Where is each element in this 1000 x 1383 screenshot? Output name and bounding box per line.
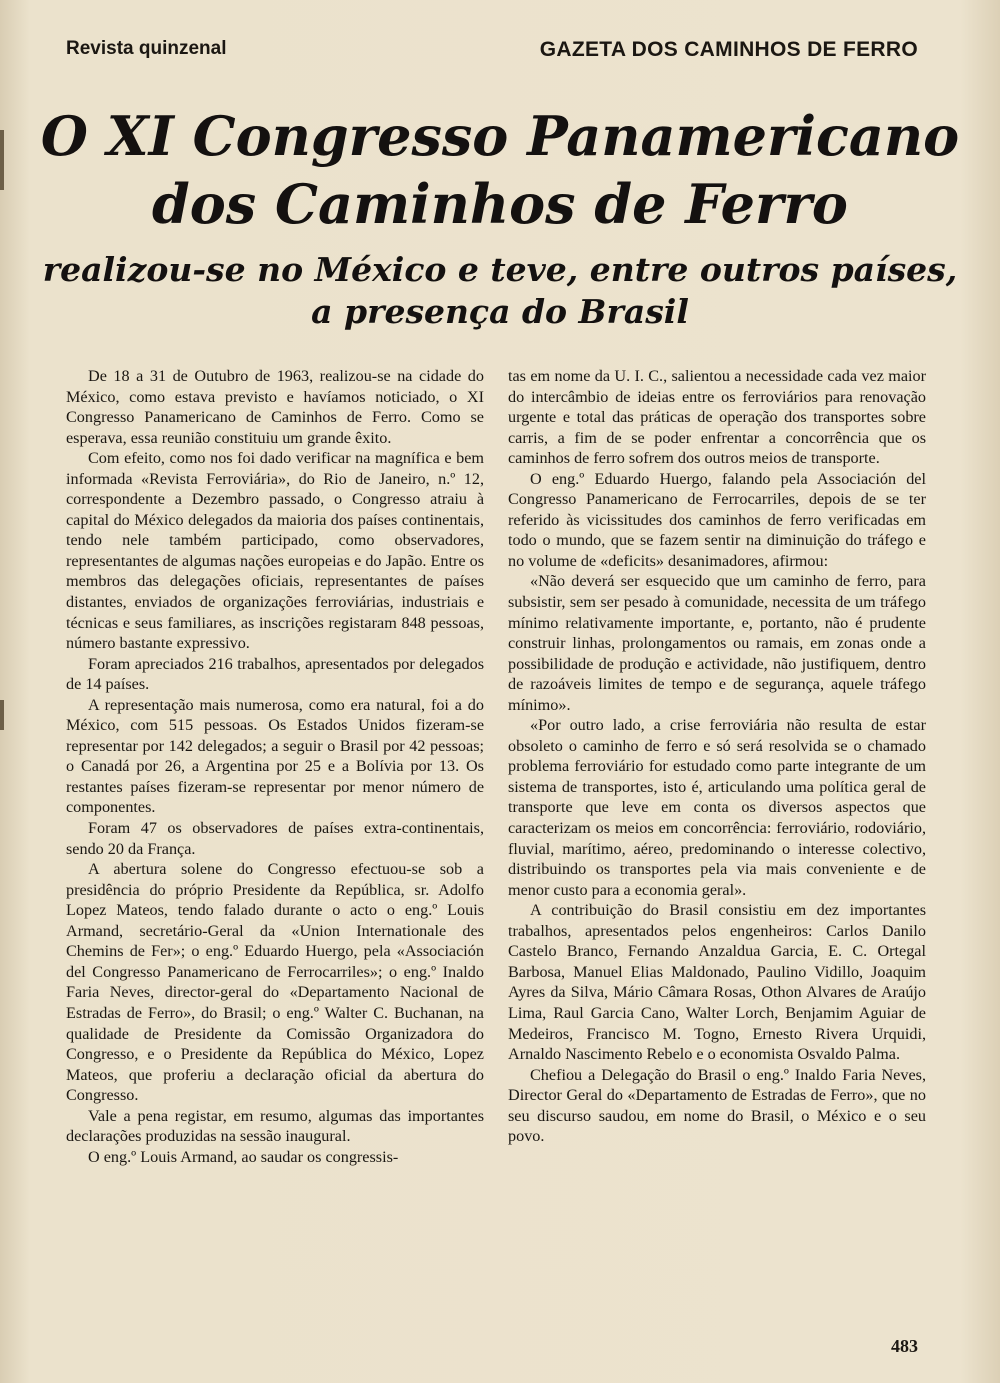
paragraph: Chefiou a Delegação do Brasil o eng.º Inaldo Faria Neves, Director Geral do «Departamento de Estradas de Ferro», que no seu discurso saudou, em nome do Brasil, o México e o seu povo. bbox=[508, 1065, 926, 1146]
article-column-left bbox=[66, 366, 484, 1167]
paragraph: A representação mais numerosa, como era natural, foi a do México, com 515 pessoas. Os Estados Unidos fizeram-se representar por 142 delegados; a seguir o Brasil por 42 pessoas; o Canadá por 26, a Argentina por 25 e a Bolívia por 13. Os restantes países fizeram-se representar por menor número de componentes. bbox=[66, 695, 484, 817]
paragraph: De 18 a 31 de Outubro de 1963, realizou-se na cidade do México, como estava previsto e havíamos noticiado, o XI Congresso Panamericano de Caminhos de Ferro. Como se esperava, essa reunião constituiu um grande êxito. bbox=[66, 367, 484, 447]
page-edge-mark bbox=[0, 130, 4, 190]
article-subtitle-line-2: a presença do Brasil bbox=[311, 292, 689, 331]
article-title-line-1: O XI Congresso Panamericano bbox=[40, 104, 960, 168]
paragraph: Foram apreciados 216 trabalhos, apresentados por delegados de 14 países. bbox=[66, 654, 484, 694]
article-column-right bbox=[508, 366, 926, 1147]
paragraph: Foram 47 os observadores de países extra-continentais, sendo 20 da França. bbox=[66, 819, 484, 858]
article-subtitle-line-1: realizou-se no México e teve, entre outros países, bbox=[42, 250, 958, 289]
paragraph: A abertura solene do Congresso efectuou-se sob a presidência do próprio Presidente da República, sr. Adolfo Lopez Mateos, tendo falado durante o acto o eng.º Louis Armand, secretário-Geral da «Union Internationale des Chemins de Fer»; o eng.º Eduardo Huergo, pela «Associación del Congresso Panamericano de Ferrocarriles»; o eng.º Inaldo Faria Neves, director-geral do «Departamento Nacional de Estradas de Ferro», do Brasil; o eng.º Walter C. Buchanan, na qualidade de Presidente da Comissão Organizadora do Congresso, e o Presidente da República do México, Lopez Mateos, que proferiu a declaração oficial da abertura do Congresso. bbox=[66, 860, 484, 1105]
paragraph: Vale a pena registar, em resumo, algumas das importantes declarações produzidas na sessão inaugural. bbox=[66, 1106, 484, 1146]
paragraph: O eng.º Louis Armand, ao saudar os congressis- bbox=[88, 1147, 399, 1166]
paragraph: «Por outro lado, a crise ferroviária não resulta de estar obsoleto o caminho de ferro e só será resolvida se o chamado problema ferroviário for estudado como parte integrante de um sistema de transportes, isto é, articulando uma política geral de transporte que leve em conta os diversos aspectos que caracterizam os meios em concorrência: ferroviário, rodoviário, fluvial, marítimo, aéreo, predominando o interesse colectivo, distribuindo os transportes pela via mais conveniente e de menor custo para a economia geral». bbox=[508, 716, 926, 899]
header-publication-frequency: Revista quinzenal bbox=[66, 38, 227, 59]
article-title-line-2: dos Caminhos de Ferro bbox=[152, 172, 848, 236]
paragraph: «Não deverá ser esquecido que um caminho de ferro, para subsistir, sem ser pesado à comunidade, necessita de um tráfego mínimo relativamente importante, e, portanto, não é prudente construir linhas, prolongamentos ou ramais, em zonas onde a possibilidade de produção e actividade, não justifiquem, dentro de razoáveis limites de tempo e de segurança, aquele tráfego mínimo». bbox=[508, 572, 926, 714]
header-publication-name: GAZETA DOS CAMINHOS DE FERRO bbox=[539, 38, 918, 61]
paragraph: Com efeito, como nos foi dado verificar na magnífica e bem informada «Revista Ferroviária», do Rio de Janeiro, n.º 12, correspondente a Dezembro passado, o Congresso atraiu à capital do México delegados da maioria dos países continentais, tendo nele também participado, como observadores, representantes de algumas nações europeias e do Japão. Entre os membros das delegações oficiais, representantes de países distantes, enviados de organizações ferroviárias, industriais e técnicas e seus familiares, as inscrições registaram 848 pessoas, número bastante expressivo. bbox=[66, 449, 485, 653]
paragraph-continued: tas em nome da U. I. C., salientou a necessidade cada vez maior do intercâmbio de ideias entre os ferroviários para renovação urgente e total das práticas de operação dos transportes sobre carris, a fim de se poder enfrentar a concorrência que os caminhos de ferro sofrem dos outros meios de transporte. bbox=[508, 367, 926, 468]
paragraph: A contribuição do Brasil consistiu em dez importantes trabalhos, apresentados pelos engenheiros: Carlos Danilo Castelo Branco, Fernando Anzaldua Garcia, E. C. Ortegal Barbosa, Manuel Elias Maldonado, Paulino Vidillo, Joaquim Ayres da Silva, Mário Câmara Rosas, Othon Alvares de Araújo Lima, Raul Garcia Cano, Walter Lorch, Benjamim Aguiar de Medeiros, Francisco M. Togno, Ernesto Rivera Urquidi, Arnaldo Nascimento Rebelo e o economista Osvaldo Palma. bbox=[508, 901, 926, 1064]
paragraph: O eng.º Eduardo Huergo, falando pela Associación del Congresso Panamericano de Ferrocarriles, depois de se ter referido às vicissitudes dos caminhos de ferro verificadas em todo o mundo, que se fazem sentir na diminuição do tráfego e no volume de «deficits» desanimadores, afirmou: bbox=[508, 469, 926, 570]
page-number: 483 bbox=[891, 1336, 918, 1356]
page-edge-mark bbox=[0, 700, 4, 730]
